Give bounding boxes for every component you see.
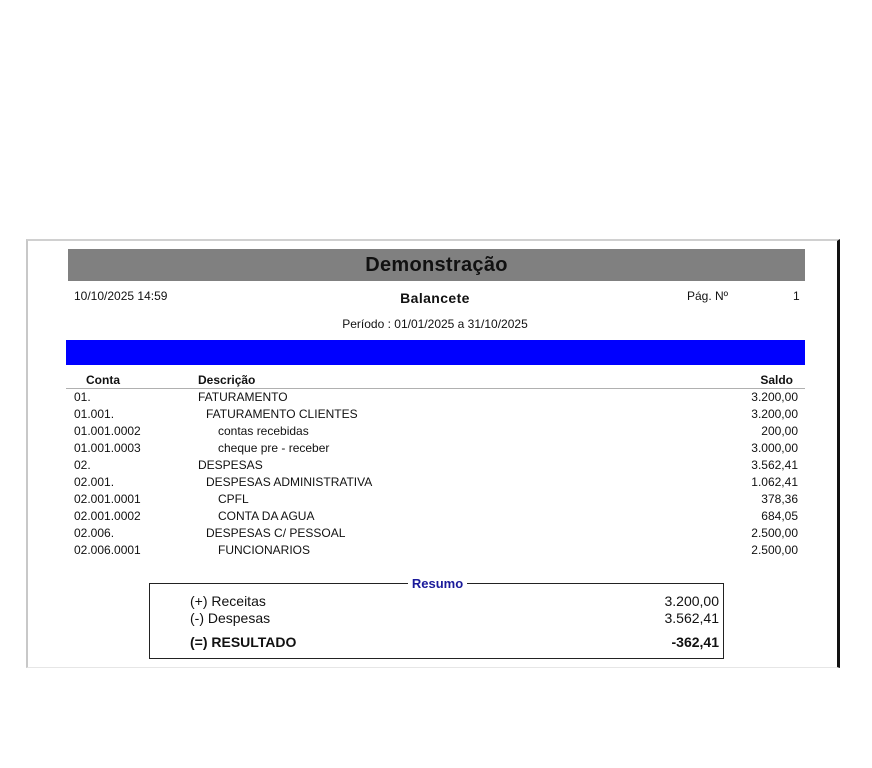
despesas-label: (-) Despesas bbox=[190, 610, 271, 626]
cell-conta: 01. bbox=[74, 390, 91, 404]
cell-conta: 02.006.0001 bbox=[74, 543, 141, 557]
cell-saldo: 3.562,41 bbox=[751, 458, 798, 472]
cell-conta: 02.001.0001 bbox=[74, 492, 141, 506]
table-row bbox=[28, 508, 842, 525]
report-period: Período : 01/01/2025 a 31/10/2025 bbox=[342, 317, 528, 331]
cell-descricao: contas recebidas bbox=[218, 424, 309, 438]
cell-saldo: 684,05 bbox=[761, 509, 798, 523]
cell-saldo: 2.500,00 bbox=[751, 543, 798, 557]
cell-conta: 02. bbox=[74, 458, 91, 472]
table-row bbox=[28, 389, 842, 406]
cell-saldo: 3.000,00 bbox=[751, 441, 798, 455]
cell-saldo: 3.200,00 bbox=[751, 390, 798, 404]
cell-descricao: cheque pre - receber bbox=[218, 441, 330, 455]
receitas-label: (+) Receitas bbox=[190, 593, 266, 609]
cell-descricao: CPFL bbox=[218, 492, 249, 506]
column-header-saldo: Saldo bbox=[760, 373, 793, 387]
report-page bbox=[26, 239, 840, 668]
cell-descricao: FATURAMENTO bbox=[198, 390, 288, 404]
cell-saldo: 1.062,41 bbox=[751, 475, 798, 489]
resumo-box bbox=[149, 576, 724, 659]
cell-saldo: 3.200,00 bbox=[751, 407, 798, 421]
despesas-value: 3.562,41 bbox=[664, 610, 719, 626]
column-header-conta: Conta bbox=[86, 373, 120, 387]
cell-descricao: DESPESAS bbox=[198, 458, 263, 472]
table-row bbox=[28, 542, 842, 559]
table-row bbox=[28, 474, 842, 491]
cell-conta: 01.001.0003 bbox=[74, 441, 141, 455]
table-row bbox=[28, 525, 842, 542]
report-title: Demonstração bbox=[365, 253, 508, 276]
page-number: 1 bbox=[793, 289, 800, 303]
report-subtitle: Balancete bbox=[400, 290, 470, 306]
resumo-title-wrap bbox=[150, 575, 725, 593]
account-table bbox=[28, 389, 842, 559]
resumo-title: Resumo bbox=[408, 576, 467, 591]
resultado-value: -362,41 bbox=[671, 634, 719, 650]
page-number-label: Pág. Nº bbox=[687, 289, 729, 303]
table-row bbox=[28, 440, 842, 457]
cell-saldo: 2.500,00 bbox=[751, 526, 798, 540]
cell-descricao: DESPESAS ADMINISTRATIVA bbox=[206, 475, 373, 489]
cell-descricao: FUNCIONARIOS bbox=[218, 543, 311, 557]
cell-conta: 01.001.0002 bbox=[74, 424, 141, 438]
receitas-value: 3.200,00 bbox=[664, 593, 719, 609]
table-row bbox=[28, 491, 842, 508]
report-title-bar bbox=[68, 249, 805, 281]
cell-saldo: 378,36 bbox=[761, 492, 798, 506]
cell-descricao: CONTA DA AGUA bbox=[218, 509, 315, 523]
cell-descricao: FATURAMENTO CLIENTES bbox=[206, 407, 358, 421]
cell-conta: 01.001. bbox=[74, 407, 115, 421]
table-row bbox=[28, 423, 842, 440]
resultado-label: (=) RESULTADO bbox=[190, 634, 297, 650]
cell-saldo: 200,00 bbox=[761, 424, 798, 438]
report-datetime: 10/10/2025 14:59 bbox=[74, 289, 168, 303]
table-row bbox=[28, 457, 842, 474]
cell-conta: 02.001. bbox=[74, 475, 115, 489]
cell-descricao: DESPESAS C/ PESSOAL bbox=[206, 526, 346, 540]
blue-band-divider bbox=[66, 340, 805, 365]
table-row bbox=[28, 406, 842, 423]
cell-conta: 02.006. bbox=[74, 526, 115, 540]
column-header-descricao: Descrição bbox=[198, 373, 256, 387]
cell-conta: 02.001.0002 bbox=[74, 509, 141, 523]
